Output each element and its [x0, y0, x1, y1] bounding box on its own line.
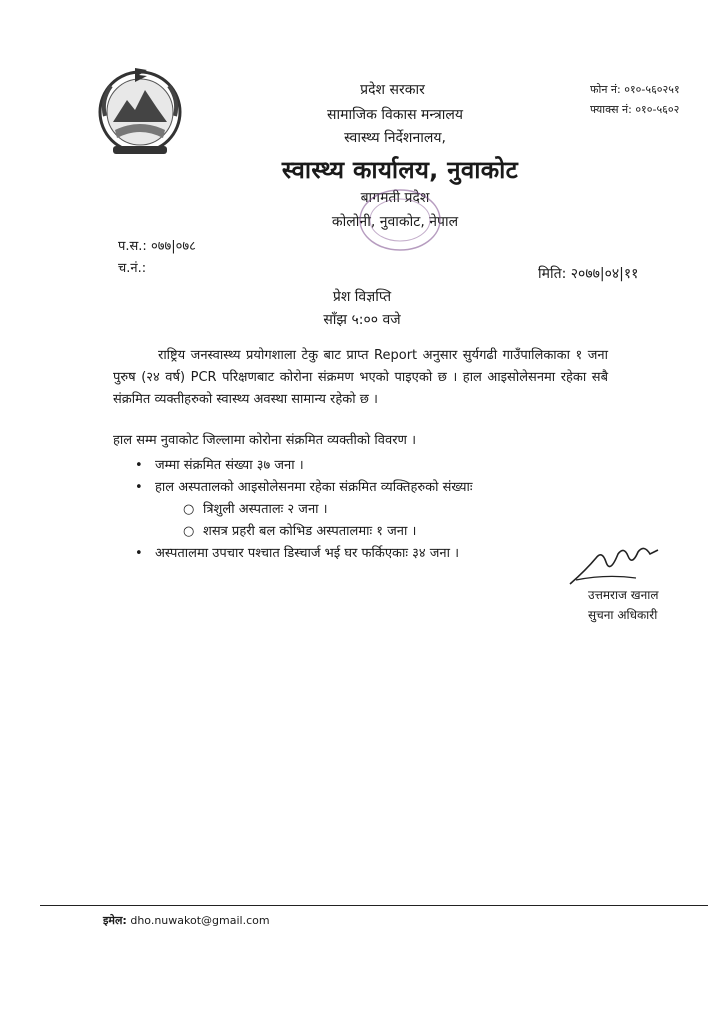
list-item-text: जम्मा संक्रमित संख्या ३७ जना । [155, 458, 304, 473]
sub-list-item [183, 499, 328, 517]
dispatch-number: च.नं.: [118, 261, 147, 276]
fax-number: फ्याक्स नं: ०१०-५६०२ [590, 103, 680, 116]
header-province: बागमती प्रदेश [360, 190, 430, 206]
office-seal-stamp-icon [345, 185, 455, 255]
header-directorate: स्वास्थ्य निर्देशनालय, [344, 130, 446, 146]
hollow-bullet-icon: ○ [183, 524, 195, 539]
sub-list-item-text: शसत्र प्रहरी बल कोभिड अस्पतालमाः १ जना । [203, 524, 417, 539]
footer-divider [40, 905, 708, 906]
email-address: dho.nuwakot@gmail.com [130, 914, 270, 927]
letter-date: मिति: २०७७|०४|११ [538, 266, 639, 282]
header-ministry: सामाजिक विकास मन्त्रालय [327, 107, 463, 123]
body-paragraph: राष्ट्रिय जनस्वास्थ्य प्रयोगशाला टेकु बाट प्राप्त Report अनुसार सुर्यगढी गाउँपालिकाका १ जना पुरुष (२४ वर्ष) PCR परिक्षणबाट कोरोना संक्रमण भएको पाइएको छ । हाल आइसोलेसनमा रहेका सबै संक्रमित व्यक्तीहरुको स्वास्थ्य अवस्था सामान्य रहेको छ । [113, 348, 608, 407]
signature-icon [566, 540, 666, 590]
press-release-title: प्रेश विज्ञप्ति [332, 289, 392, 305]
nepal-government-emblem-icon [95, 60, 185, 160]
header-province-government: प्रदेश सरकार [360, 82, 425, 98]
sub-list-item [183, 521, 416, 539]
footer-email [103, 913, 270, 928]
list-item [135, 455, 304, 473]
signatory-title: सुचना अधिकारी [588, 608, 658, 622]
signatory-name: उत्तमराज खनाल [588, 588, 659, 602]
list-item-text: हाल अस्पतालको आइसोलेसनमा रहेका संक्रमित व्यक्तिहरुको संख्याः [155, 480, 473, 495]
office-title: स्वास्थ्य कार्यालय, नुवाकोट [281, 156, 519, 184]
press-release-time: साँझ ५:०० वजे [323, 312, 401, 328]
hollow-bullet-icon: ○ [183, 502, 195, 517]
phone-number: फोन नं: ०१०-५६०२५१ [590, 83, 680, 96]
reference-number: प.स.: ०७७|०७८ [118, 239, 196, 254]
list-item [135, 477, 473, 495]
list-item [135, 543, 459, 561]
bullet-icon: • [135, 546, 143, 561]
header-address: कोलोनी, नुवाकोट, नेपाल [331, 214, 459, 230]
bullet-icon: • [135, 480, 143, 495]
sub-list-item-text: त्रिशुली अस्पतालः २ जना । [203, 502, 328, 517]
list-item-text: अस्पतालमा उपचार पश्चात डिस्चार्ज भई घर फर्किएकाः ३४ जना । [155, 546, 460, 561]
email-label: इमेल: [103, 914, 127, 927]
summary-heading: हाल सम्म नुवाकोट जिल्लामा कोरोना संक्रमित व्यक्तीको विवरण । [113, 433, 416, 448]
bullet-icon: • [135, 458, 143, 473]
